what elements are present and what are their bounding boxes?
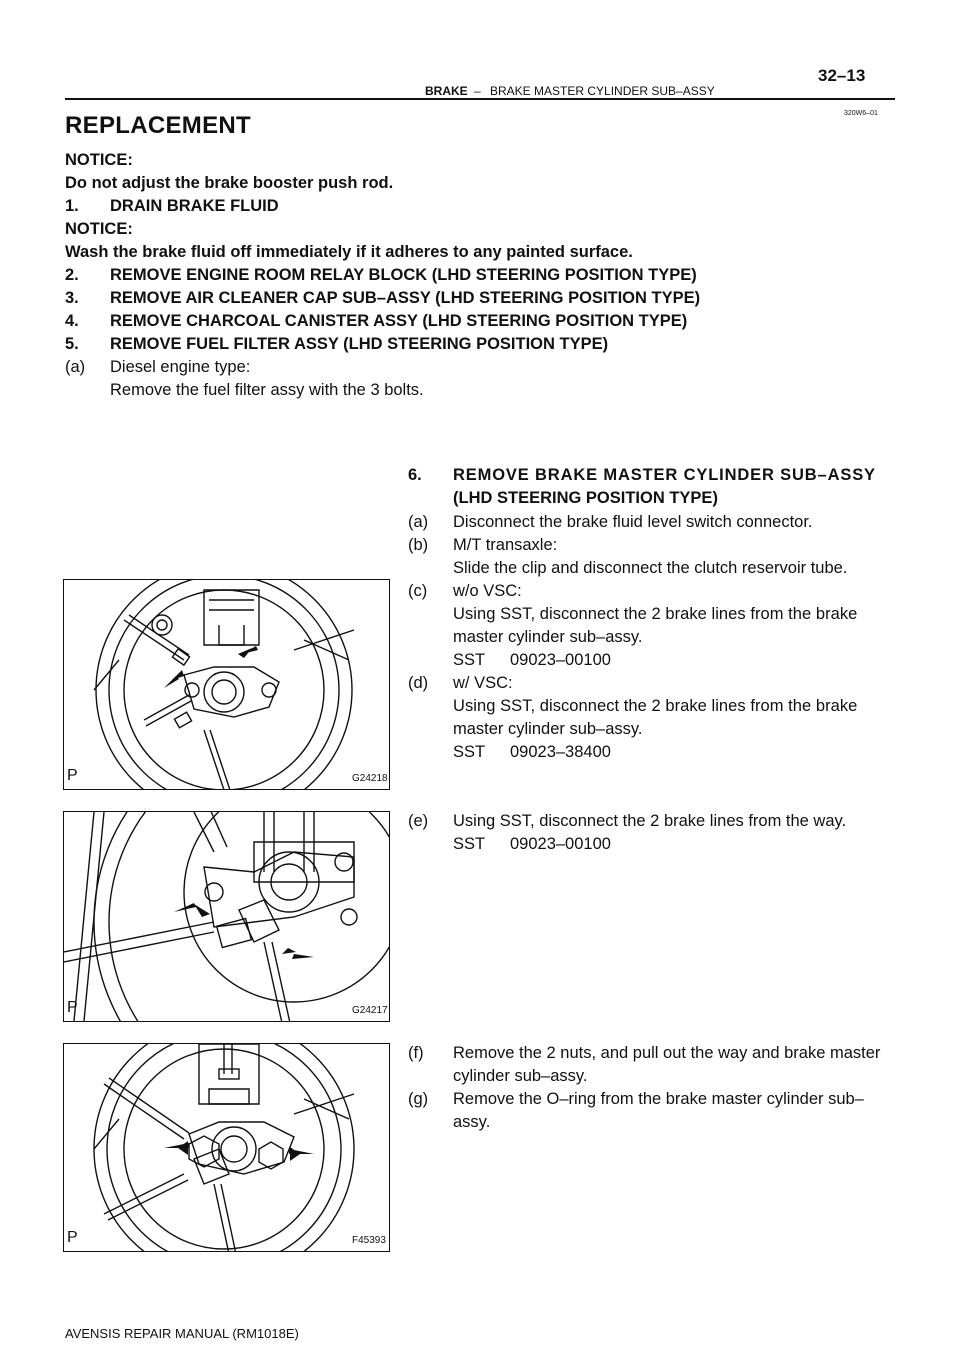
step-6g xyxy=(408,1089,864,1109)
substep-text: Using SST, disconnect the 2 brake lines from the brake xyxy=(453,605,858,623)
sst-label: SST xyxy=(453,835,486,853)
sst-value: 09023–00100 xyxy=(510,835,611,853)
step-number: 5. xyxy=(65,335,79,353)
header-section: BRAKE xyxy=(425,84,468,98)
substep-label: (d) xyxy=(408,674,429,692)
figure-p-label: P xyxy=(67,999,78,1016)
substep-label: (b) xyxy=(408,536,429,554)
figure-code: G24217 xyxy=(352,1005,388,1016)
brake-master-cylinder-illustration xyxy=(64,580,389,789)
step-number: 2. xyxy=(65,266,79,284)
substep-text: Diesel engine type: xyxy=(110,358,251,376)
notice-label: NOTICE: xyxy=(65,220,133,238)
figure-g24218 xyxy=(63,579,390,790)
header-rule xyxy=(65,98,895,100)
step-2 xyxy=(65,265,697,285)
step-6e xyxy=(408,811,846,831)
sst-value: 09023–38400 xyxy=(510,743,611,761)
substep-text: master cylinder sub–assy. xyxy=(453,720,643,738)
page-number: 32–13 xyxy=(818,66,866,85)
sst-number xyxy=(453,650,611,670)
substep-text: Using SST, disconnect the 2 brake lines from the brake xyxy=(453,697,858,715)
substep-text: Disconnect the brake fluid level switch connector. xyxy=(453,513,813,531)
substep-text: cylinder sub–assy. xyxy=(453,1067,588,1085)
sst-number xyxy=(453,742,611,762)
step-text: REMOVE CHARCOAL CANISTER ASSY (LHD STEERING POSITION TYPE) xyxy=(110,312,688,330)
substep-label: (a) xyxy=(408,513,429,531)
figure-g24217 xyxy=(63,811,390,1022)
figure-code: G24218 xyxy=(352,773,388,784)
step-4 xyxy=(65,311,687,331)
master-cylinder-nuts-illustration xyxy=(64,1044,389,1251)
substep-text: master cylinder sub–assy. xyxy=(453,628,643,646)
substep-text: Slide the clip and disconnect the clutch reservoir tube. xyxy=(453,559,848,577)
step-number: 4. xyxy=(65,312,79,330)
step-text: REMOVE ENGINE ROOM RELAY BLOCK (LHD STEERING POSITION TYPE) xyxy=(110,266,697,284)
substep-label: (e) xyxy=(408,812,429,830)
header-dash: – xyxy=(474,84,481,98)
figure-code: F45393 xyxy=(352,1235,386,1246)
substep-text: M/T transaxle: xyxy=(453,536,558,554)
step-text: (LHD STEERING POSITION TYPE) xyxy=(453,489,718,507)
sst-label: SST xyxy=(453,651,486,669)
document-code: 320W6–01 xyxy=(844,110,878,117)
step-text: REMOVE AIR CLEANER CAP SUB–ASSY (LHD STEERING POSITION TYPE) xyxy=(110,289,701,307)
substep-text: Remove the O–ring from the brake master cylinder sub– xyxy=(453,1090,864,1108)
step-5 xyxy=(65,334,608,354)
notice-label: NOTICE: xyxy=(65,151,133,169)
step-number: 1. xyxy=(65,197,79,215)
sst-value: 09023–00100 xyxy=(510,651,611,669)
step-6 xyxy=(408,465,876,485)
figure-p-label: P xyxy=(67,767,78,784)
step-5a xyxy=(65,357,250,377)
step-number: 6. xyxy=(408,466,422,484)
sst-number xyxy=(453,834,611,854)
substep-text: Remove the 2 nuts, and pull out the way and brake master xyxy=(453,1044,881,1062)
substep-label: (c) xyxy=(408,582,428,600)
substep-text: assy. xyxy=(453,1113,491,1131)
step-6a xyxy=(408,512,813,532)
page-title: REPLACEMENT xyxy=(65,112,251,139)
substep-text: w/o VSC: xyxy=(453,582,522,600)
step-3 xyxy=(65,288,700,308)
figure-p-label: P xyxy=(67,1229,78,1246)
step-6c xyxy=(408,581,522,601)
substep-label: (g) xyxy=(408,1090,429,1108)
brake-line-illustration xyxy=(64,812,389,1021)
substep-label: (a) xyxy=(65,358,86,376)
header-subsection: BRAKE MASTER CYLINDER SUB–ASSY xyxy=(490,84,715,98)
substep-text: Remove the fuel filter assy with the 3 bolts. xyxy=(110,381,424,399)
figure-f45393 xyxy=(63,1043,390,1252)
notice-text: Do not adjust the brake booster push rod. xyxy=(65,174,394,192)
notice-text: Wash the brake fluid off immediately if it adheres to any painted surface. xyxy=(65,243,633,261)
step-number: 3. xyxy=(65,289,79,307)
step-text: DRAIN BRAKE FLUID xyxy=(110,197,279,215)
step-6f xyxy=(408,1043,880,1063)
substep-label: (f) xyxy=(408,1044,424,1062)
substep-text: w/ VSC: xyxy=(453,674,513,692)
sst-label: SST xyxy=(453,743,486,761)
step-text: REMOVE BRAKE MASTER CYLINDER SUB–ASSY xyxy=(453,466,876,484)
step-1 xyxy=(65,196,279,216)
footer-manual-title: AVENSIS REPAIR MANUAL (RM1018E) xyxy=(65,1326,299,1341)
step-6d xyxy=(408,673,513,693)
step-text: REMOVE FUEL FILTER ASSY (LHD STEERING POSITION TYPE) xyxy=(110,335,609,353)
step-6b xyxy=(408,535,557,555)
substep-text: Using SST, disconnect the 2 brake lines from the way. xyxy=(453,812,847,830)
